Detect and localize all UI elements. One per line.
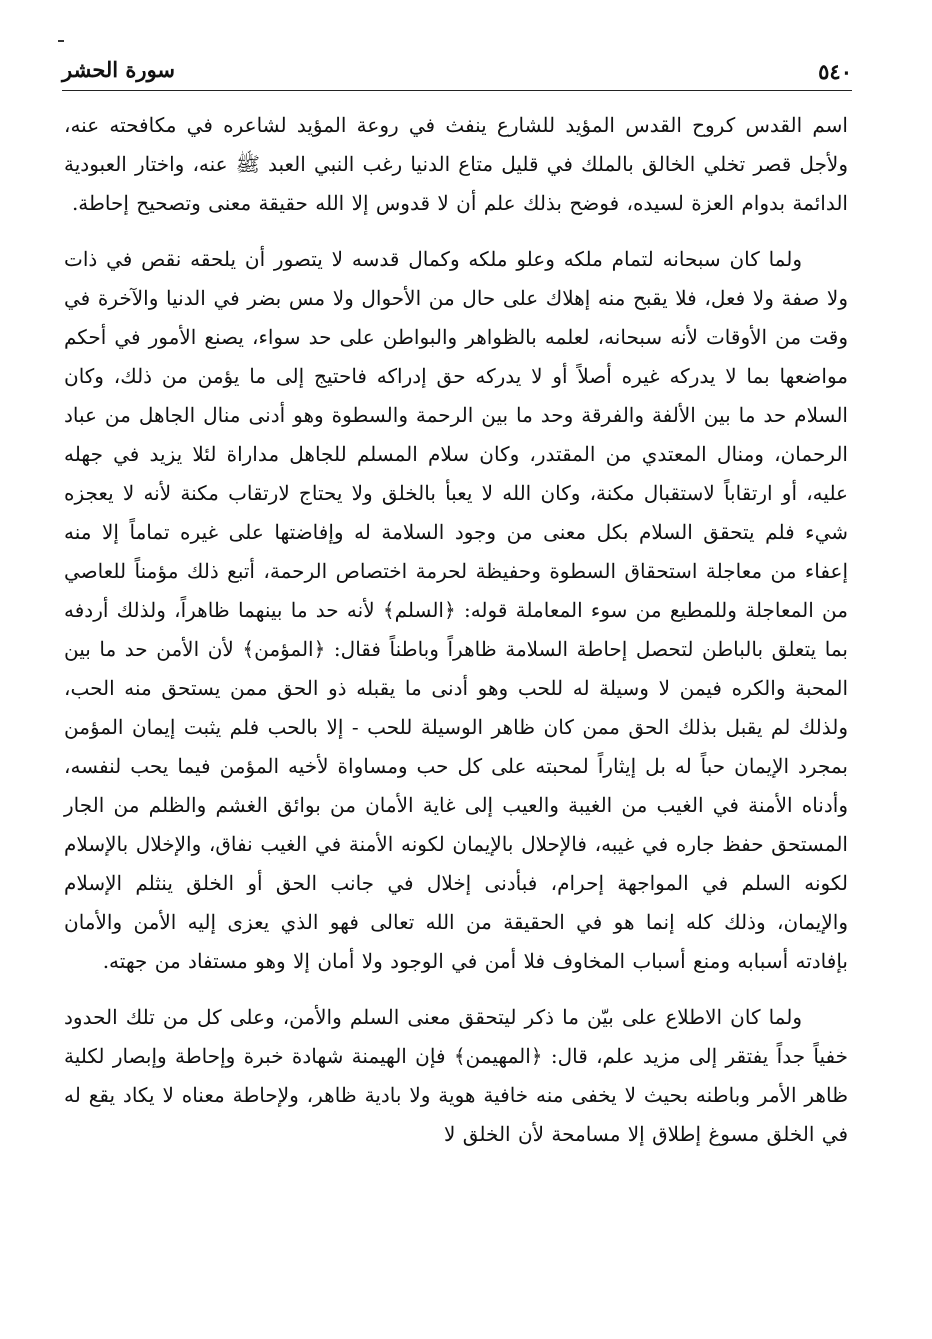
- stray-ink-mark: [58, 40, 64, 42]
- surah-name: سورة الحشر: [62, 57, 176, 82]
- paragraph-3: ولما كان الاطلاع على بيّن ما ذكر ليتحقق معنى السلم والأمن، وعلى كل من تلك الحدود خفياً جداً يفتقر إلى مزيد علم، قال: ﴿المهيمن﴾ فإن الهيمنة شهادة خبرة وإحاطة وإبصار لكلية ظاهر الأمر وباطنه بحيث لا يخفى منه خافية هوية ولا بادية ظاهر، ولإحاطة معناه لا يكاد يقع له في الخلق مسوغ إطلاق إلا مسامحة لأن الخلق لا: [64, 1005, 848, 1146]
- paragraph-2: ولما كان سبحانه لتمام ملكه وعلو ملكه وكمال قدسه لا يتصور أن يلحقه نقص في ذات ولا صفة ولا فعل، فلا يقبح منه إهلاك على حال من الأحوال ولا مس بضر في الدنيا والآخرة في وقت من الأوقات لأنه سبحانه، لعلمه بالظواهر والبواطن على حد سواء، يصنع الأمور في أحكم مواضعها بما لا يدركه غيره أصلاً أو لا يدركه حق إدراكه فاحتيج إلى ما يؤمن من ذلك، وكان السلام حد ما بين الألفة والفرقة وحد ما بين الرحمة والسطوة وهو أدنى منال الجاهل من عباد الرحمان، ومنال المعتدي من المقتدر، وكان سلام المسلم للجاهل مداراة لئلا يزيد في جهله عليه، أو ارتقاباً لاستقبال مكنة، وكان الله لا يعبأ بالخلق ولا يحتاج لارتقاب مكنة لأنه لا يعجزه شيء فلم يتحقق السلام بكل معنى من وجود السلامة له وإفاضتها على غيره تماماً إلا منه إعفاء من معاجلة استحقاق السطوة وحفيظة لحرمة اختصاص الرحمة، أتبع ذلك مؤمناً للعاصي من المعاجلة وللمطيع من سوء المعاملة قوله: ﴿السلم﴾ لأنه حد ما بينهما ظاهراً، ولذلك أردفه بما يتعلق بالباطن لتحصل إحاطة السلامة ظاهراً وباطناً فقال: ﴿المؤمن﴾ لأن الأمن حد ما بين المحبة والكره فيمن لا وسيلة له للحب وهو أدنى ما يقبله ذو الحق ممن يستحق منه الحب، ولذلك لم يقبل بذلك الحق ممن كان ظاهر الوسيلة للحب - إلا بالحب فلم يثبت إيمان المؤمن بمجرد الإيمان حباً له بل إيثاراً لمحبته على كل حب ومساواة لأخيه المؤمن فيما يحب لنفسه، وأدناه الأمنة في الغيب من الغيبة والعيب إلى غاية الأمان من بوائق الغشم والظلم من الجار المستحق حفظ جاره في غيبه، فالإحلال بالإيمان لكونه الأمنة في الغيب نفاق، والإخلال بالإسلام لكونه السلم في المواجهة إحرام، فبأدنى إخلال في جانب الحق أو الخلق ينثلم الإسلام والإيمان، وذلك كله إنما هو في الحقيقة من الله تعالى فهو الذي يعزى إليه الأمن والأمان بإفادته أسبابه ومنع أسباب المخاوف فلا أمن في الوجود ولا أمان إلا وهو مستفاد من جهته.: [64, 247, 848, 973]
- page-number: ٥٤٠: [818, 59, 852, 84]
- running-header: [62, 55, 852, 85]
- paragraph-1: اسم القدس كروح القدس المؤيد للشارع ينفث في روعة المؤيد لشاعره في مكافحته عنه، ولأجل قصر تخلي الخالق بالملك في قليل متاع الدنيا رغب النبي العبد ﷺ عنه، واختار العبودية الدائمة بدوام العزة لسيده، فوضح بذلك علم أن لا قدوس إلا الله حقيقة معنى وتصحيح إحاطة.: [64, 113, 848, 215]
- body-text: [64, 106, 848, 1154]
- header-divider: [62, 90, 852, 91]
